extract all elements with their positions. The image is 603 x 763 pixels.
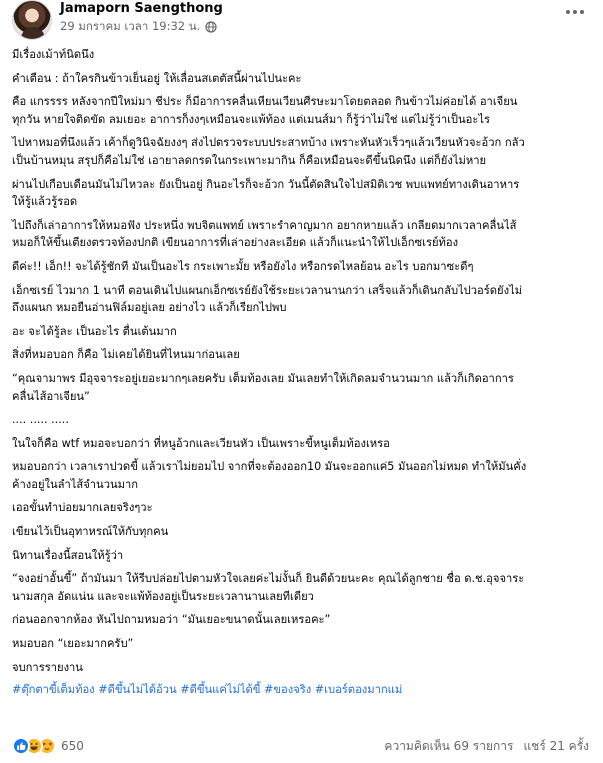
post-paragraph: คือ แกรรรร หลังจากปีใหม่มา ชีประ ก็มีอาการคลื่นเหียนเวียนศีรษะมาโดยตลอด กินข้าวไม่ค่อยได้ อาเจียน ทุกวัน หายใจติดขัด ลมเยอะ อาการก็งงๆเหมือนจะแพ้ท้อง แต่เมนส์มา ก็รู้ว่าไม่ใช่ แต่ไม่รู้ว่าเป็นอะไร: [12, 95, 518, 126]
more-options-button[interactable]: [561, 2, 589, 22]
more-horizontal-icon: [566, 10, 570, 14]
hashtag-link[interactable]: #ดีขึ้นไม่ได้อ้วน: [98, 683, 177, 697]
reaction-count: 650: [61, 739, 84, 753]
engagement-stats: [384, 737, 589, 756]
post-paragraph: ก่อนออกจากห้อง หันไปถามหมอว่า “มันเยอะขนาดนั้นเลยเหรอคะ”: [12, 613, 331, 627]
comments-count-link[interactable]: ความคิดเห็น 69 รายการ: [384, 738, 514, 753]
post-paragraph: ในใจก็คือ wtf หมอจะบอกว่า ที่หนูอ้วกและเวียนหัว เป็นเพราะขี้หนูเต็มท้องเหรอ: [12, 436, 390, 450]
post-paragraph: อะ จะได้รู้ละ เป็นอะไร ตื่นเต้นมาก: [12, 324, 177, 338]
post-paragraph: จบการรายงาน: [12, 660, 83, 674]
reactions-summary[interactable]: [12, 737, 84, 755]
post-paragraph: ดีค่ะ!! เอ็ก!! จะได้รู้ชักที มันเป็นอะไร กระเพาะมั้ย หรือยังไง หรือกรดไหลย้อน อะไร บอกมาซะดีๆ: [12, 259, 474, 273]
post-paragraph: สิ่งที่หมอบอก ก็คือ ไม่เคยได้ยินที่ไหนมาก่อนเลย: [12, 348, 240, 362]
post-paragraph: “คุณจามาพร มีอุจจาระอยู่เยอะมากๆเลยครับ เต็มท้องเลย มันเลยทำให้เกิดลมจำนวนมาก แล้วก็เกิดอาการ คลื่นไส้อาเจียน”: [12, 371, 514, 403]
post-paragraph: .... ..... .....: [12, 413, 69, 427]
hashtag-link[interactable]: #ตุ๊กตาขี้เต็มท้อง: [12, 683, 95, 697]
post-paragraph: คำเตือน : ถ้าใครกินข้าวเย็นอยู่ ให้เลื่อนสเตตัสนี้ผ่านไปนะคะ: [12, 71, 302, 85]
post-paragraph: นิทานเรื่องนี้สอนให้รู้ว่า: [12, 548, 124, 562]
post-paragraph: หมอบอก “เยอะมากครับ”: [12, 637, 134, 651]
post-paragraph: หมอบอกว่า เวลาเราปวดขี้ แล้วเราไม่ยอมไป จากที่จะต้องออก10 มันจะออกแค่5 มันออกไม่หมด ทำให้มันคั่ง ค้างอยู่ในลำไส้จำนวนมาก: [12, 460, 527, 491]
avatar[interactable]: [12, 0, 52, 40]
like-icon: [12, 737, 30, 755]
hashtag-link[interactable]: #ดีขึ้นแค่ไม่ได้ขี้: [180, 683, 261, 697]
post-paragraph: ผ่านไปเกือบเดือนมันไม่ไหวละ ยังเป็นอยู่ กินอะไรก็จะอ้วก วันนี้ตัดสินใจไปสมิติเวช พบแพทย์ทางเดินอาหาร ให้รู้แล้วรู้รอด: [12, 177, 520, 209]
post-timestamp[interactable]: 29 มกราคม เวลา 19:32 น.: [60, 19, 201, 33]
post-paragraph: ไปหาหมอที่นึงแล้ว เค้าก็ดูวินิจฉัยงงๆ ส่งไปตรวจระบบประสาทบ้าง เพราะหันหัวเร็วๆแล้วเวียนหัวจะอ้วก กลัว เป็นบ้านหมุน สรุปก็คือไม่ใช่ เอายาลดกรดในกระเพาะมากิน ก็คือเหมือนจะดีขึ้นนิดนึง แต่ก็ยังไม่หาย: [12, 136, 525, 167]
hashtag-link[interactable]: #เบอร์ตองมากแม่: [314, 683, 403, 697]
post-paragraph: เอ็กซเรย์ ไวมาก 1 นาที ตอนเดินไปแผนกเอ็กซเรย์ยังใช้ระยะเวลานานกว่า เสร็จแล้วก็เดินกลับไปวอร์ดยังไม่ ถึงแผนก หมอยืนอ่านฟิล์มอยู่เลย อย่างไว แล้วก็เรียกไปพบ: [12, 283, 523, 315]
post-paragraph: ไปถึงก็เล่าอาการให้หมอฟัง ประหนึ่ง พบจิตแพทย์ เพราะรำคาญมาก อยากหายแล้ว เกลียดมากเวลาคลื่นไส้ หมอก็ให้ขึ้นเตียงตรวจท้องปกติ เขียนอาการที่เล่าอย่างละเอียด แล้วก็แนะนำให้ไปเอ็กซเรย์ท้อง: [12, 218, 517, 250]
shares-count-link[interactable]: แชร์ 21 ครั้ง: [523, 738, 589, 753]
hashtags: [12, 681, 592, 699]
post-paragraph: “จงอย่าอั้นขี้” ถ้ามันมา ให้รีบปล่อยไปตามหัวใจเลยค่ะไม่งั้นก็ ยินดีด้วยนะคะ คุณได้ลูกชาย ชื่อ ด.ช.อุจจาระ นามสกุล อัดแน่น และจะแพ้ท้องอยู่เป็นระยะเวลานานเลยทีเดียว: [12, 572, 525, 603]
post-paragraph: เออขั้นทำบ่อยมากเลยจริงๆวะ: [12, 501, 153, 515]
post-meta: [60, 0, 223, 34]
post-paragraph: เขียนไว้เป็นอุทาหรณ์ให้กับทุกคน: [12, 525, 169, 539]
globe-icon: [205, 21, 217, 33]
post-paragraph: มีเรื่องเม้าท์นิดนึง: [12, 48, 95, 61]
post-subline: [60, 19, 223, 34]
post-body: [12, 46, 592, 699]
post-header: [12, 0, 589, 40]
post-footer: [12, 734, 589, 758]
author-name[interactable]: Jamaporn Saengthong: [60, 1, 223, 16]
hashtag-link[interactable]: #ของจริง: [263, 683, 312, 697]
